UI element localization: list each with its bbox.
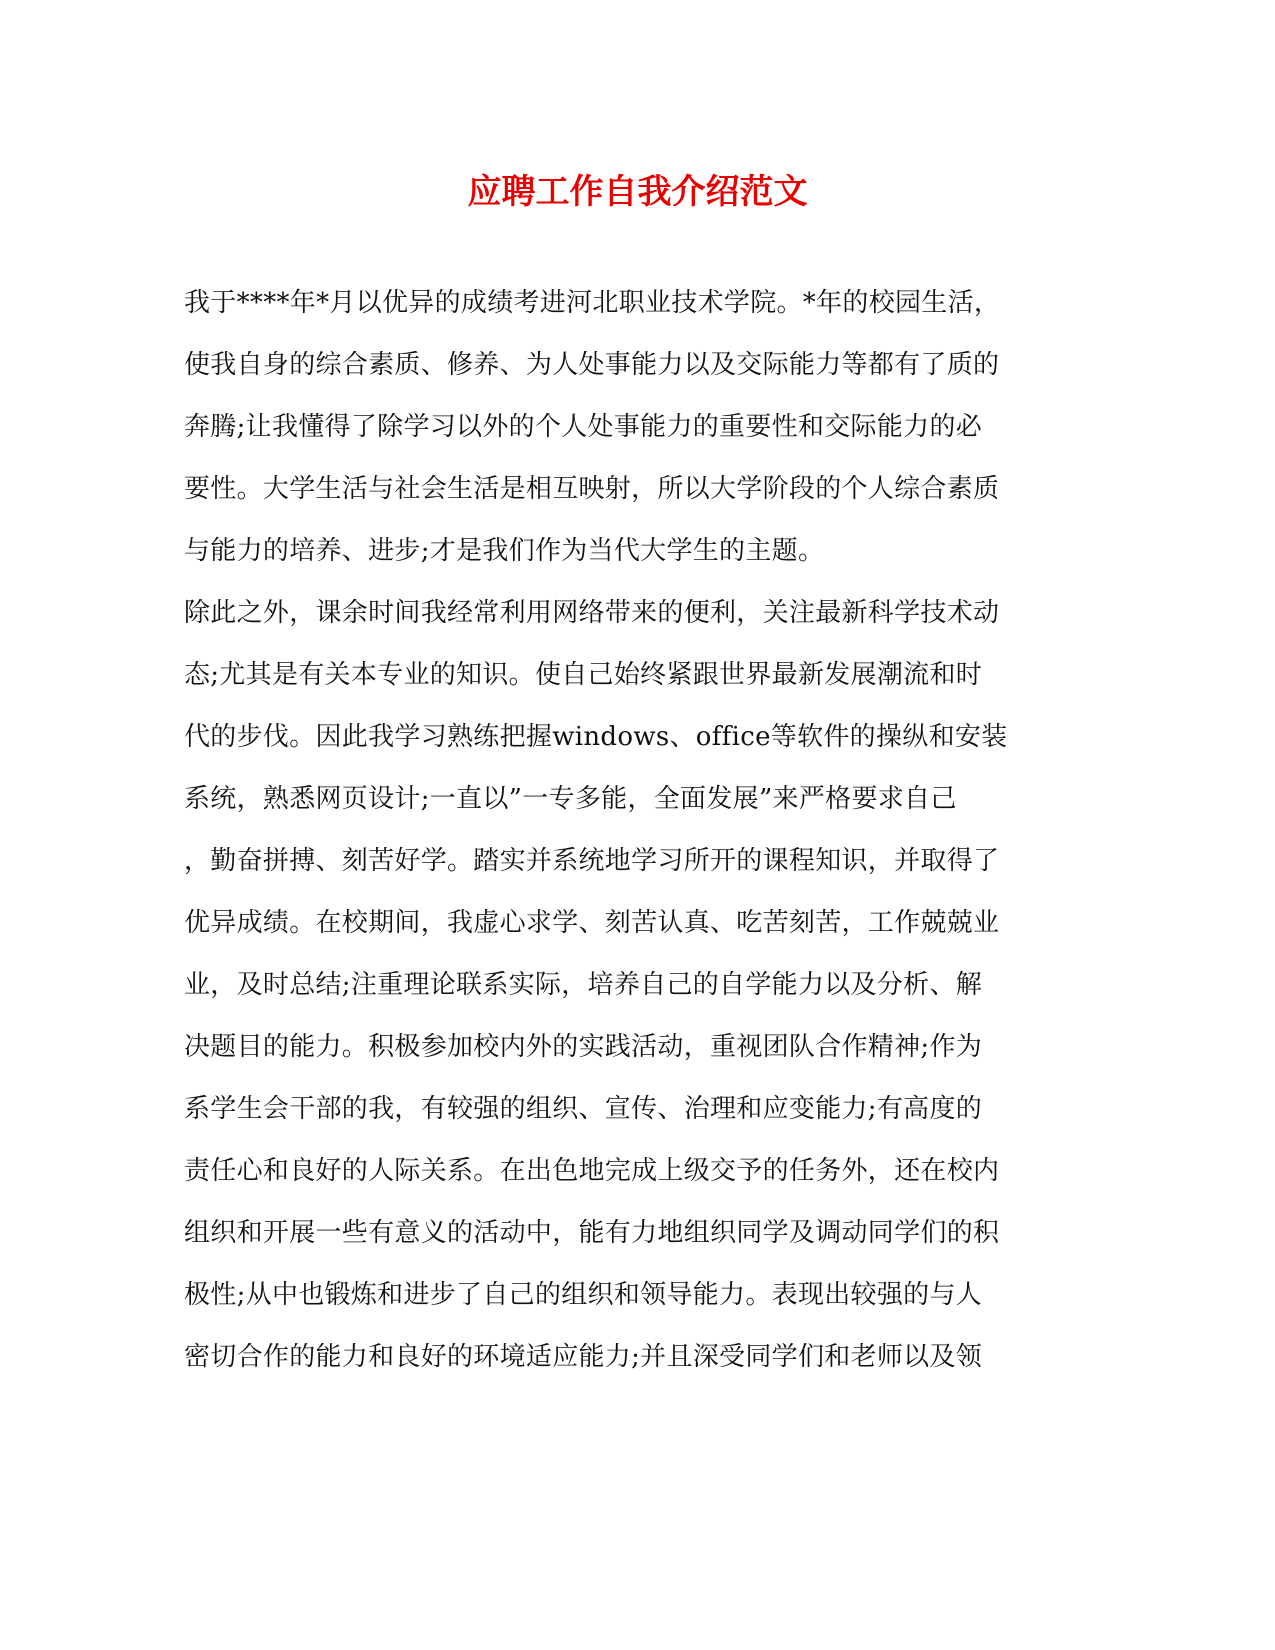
- body-line: 使我自身的综合素质、修养、为人处事能力以及交际能力等都有了质的: [184, 350, 1000, 380]
- body-line: 系统，熟悉网页设计;一直以”一专多能，全面发展”来严格要求自己: [184, 784, 957, 814]
- body-line: 要性。大学生活与社会生活是相互映射，所以大学阶段的个人综合素质: [184, 474, 1000, 504]
- body-line: 系学生会干部的我，有较强的组织、宣传、治理和应变能力;有高度的: [184, 1094, 983, 1124]
- body-line: 我于****年*月以优异的成绩考进河北职业技术学院。*年的校园生活，: [184, 288, 1001, 318]
- body-line: 组织和开展一些有意义的活动中，能有力地组织同学及调动同学们的积: [184, 1218, 1000, 1248]
- body-line: 与能力的培养、进步;才是我们作为当代大学生的主题。: [184, 536, 825, 566]
- body-line: 责任心和良好的人际关系。在出色地完成上级交予的任务外，还在校内: [184, 1156, 1000, 1186]
- body-line: 优异成绩。在校期间，我虚心求学、刻苦认真、吃苦刻苦，工作兢兢业: [184, 908, 1000, 938]
- body-line: 极性;从中也锻炼和进步了自己的组织和领导能力。表现出较强的与人: [184, 1280, 983, 1310]
- body-line: 决题目的能力。积极参加校内外的实践活动，重视团队合作精神;作为: [184, 1032, 983, 1062]
- body-line: 态;尤其是有关本专业的知识。使自己始终紧跟世界最新发展潮流和时: [184, 660, 983, 690]
- body-line: ，勤奋拼搏、刻苦好学。踏实并系统地学习所开的课程知识，并取得了: [184, 846, 1000, 876]
- body-line: 奔腾;让我懂得了除学习以外的个人处事能力的重要性和交际能力的必: [184, 412, 983, 442]
- document-body: [184, 272, 1084, 1388]
- body-line: 代的步伐。因此我学习熟练把握windows、office等软件的操纵和安装: [184, 722, 1008, 752]
- document-title: 应聘工作自我介绍范文: [467, 172, 808, 212]
- body-line: 除此之外，课余时间我经常利用网络带来的便利，关注最新科学技术动: [184, 598, 1000, 628]
- body-line: 业，及时总结;注重理论联系实际，培养自己的自学能力以及分析、解: [184, 970, 983, 1000]
- body-line: 密切合作的能力和良好的环境适应能力;并且深受同学们和老师以及领: [184, 1342, 983, 1372]
